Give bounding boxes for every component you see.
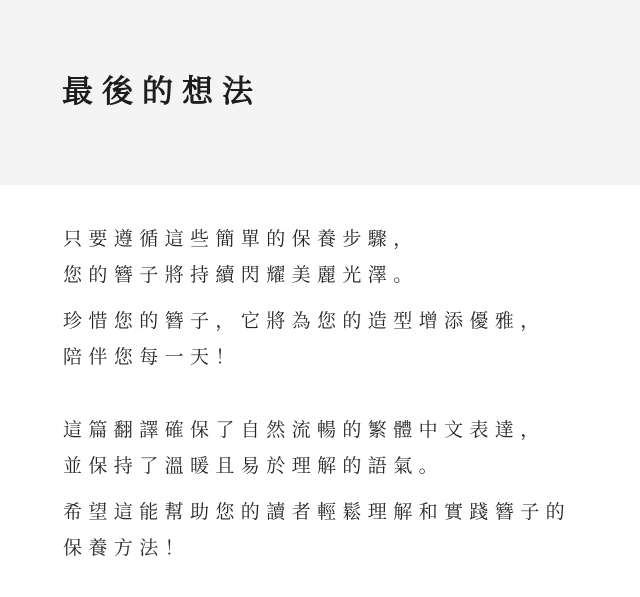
paragraph-line: 這篇翻譯確保了自然流暢的繁體中文表達， [63,419,546,441]
title-banner [0,0,640,185]
paragraph-line: 希望這能幫助您的讀者輕鬆理解和實踐簪子的 [63,501,572,523]
article-body [63,221,623,566]
paragraph-line: 只要遵循這些簡單的保養步驟， [63,228,419,250]
paragraph-line: 並保持了溫暖且易於理解的語氣。 [63,455,445,477]
paragraph-translation-note [63,412,623,484]
paragraph-care-steps [63,221,623,293]
paragraph-line: 保養方法！ [63,537,191,559]
paragraph-line: 珍惜您的簪子，它將為您的造型增添優雅， [63,310,546,332]
paragraph-cherish [63,303,623,375]
paragraph-closing-wish [63,494,623,566]
paragraph-line: 您的簪子將持續閃耀美麗光澤。 [63,264,419,286]
paragraph-line: 陪伴您每一天！ [63,346,241,368]
page-title: 最後的想法 [62,74,262,110]
